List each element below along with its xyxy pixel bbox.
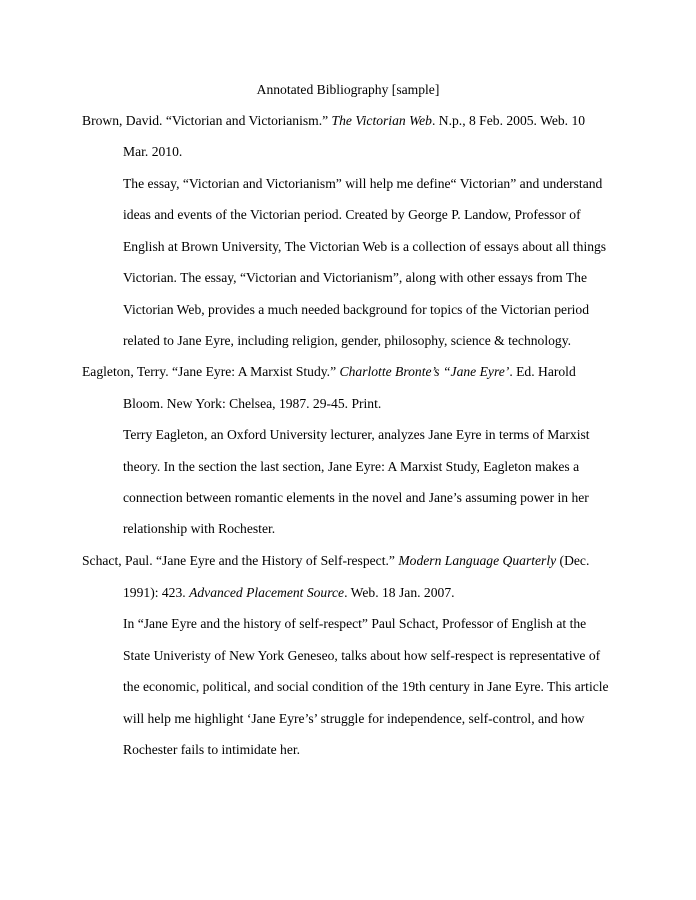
annotation-line: Victorian Web, provides a much needed background for topics of the Victorian period: [123, 302, 589, 317]
annotation-line: Victorian. The essay, “Victorian and Victorianism”, along with other essays from The: [123, 270, 588, 285]
citation-line: [82, 551, 589, 571]
citation-line: [123, 142, 182, 162]
citation-text: (Dec.: [556, 553, 590, 568]
citation-text: Eagleton, Terry. “Jane Eyre: A Marxist Study.”: [82, 364, 340, 379]
citation-text: Mar. 2010.: [123, 144, 183, 159]
citation-italic-title: Advanced Placement Source: [189, 585, 345, 600]
citation-text: . Web. 18 Jan. 2007.: [344, 585, 455, 600]
citation-text: Brown, David. “Victorian and Victorianism.”: [82, 113, 332, 128]
citation-line: [123, 583, 455, 603]
annotation-line: related to Jane Eyre, including religion, gender, philosophy, science & technology.: [123, 333, 572, 348]
citation-italic-title: Charlotte Bronte’s “Jane Eyre’: [339, 364, 510, 379]
annotation-line: The essay, “Victorian and Victorianism” will help me define“ Victorian” and understand: [123, 176, 603, 191]
document-title: Annotated Bibliography [sample]: [256, 82, 440, 97]
annotation-line: relationship with Rochester.: [123, 521, 276, 536]
annotation-line: will help me highlight ‘Jane Eyre’s’ struggle for independence, self-control, and how: [123, 711, 585, 726]
citation-text: . N.p., 8 Feb. 2005. Web. 10: [431, 113, 586, 128]
annotation-line: connection between romantic elements in the novel and Jane’s assuming power in her: [123, 490, 589, 505]
annotation-line: English at Brown University, The Victorian Web is a collection of essays about all things: [123, 239, 607, 254]
citation-text: Schact, Paul. “Jane Eyre and the History of Self-respect.”: [82, 553, 399, 568]
annotation-line: the economic, political, and social condition of the 19th century in Jane Eyre. This article: [123, 679, 609, 694]
annotation-line: Terry Eagleton, an Oxford University lecturer, analyzes Jane Eyre in terms of Marxist: [123, 427, 590, 442]
citation-text: . Ed. Harold: [509, 364, 576, 379]
annotation-line: State Univeristy of New York Geneseo, talks about how self-respect is representative of: [123, 648, 601, 663]
citation-line: [123, 394, 381, 414]
citation-line: [82, 362, 576, 382]
annotation-line: ideas and events of the Victorian period. Created by George P. Landow, Professor of: [123, 207, 581, 222]
citation-line: [82, 111, 585, 131]
citation-italic-title: The Victorian Web: [331, 113, 432, 128]
annotation-line: Rochester fails to intimidate her.: [123, 742, 301, 757]
citation-text: Bloom. New York: Chelsea, 1987. 29-45. Print.: [123, 396, 382, 411]
annotation-line: In “Jane Eyre and the history of self-respect” Paul Schact, Professor of English at the: [123, 616, 587, 631]
citation-text: 1991): 423.: [123, 585, 190, 600]
annotation-line: theory. In the section the last section, Jane Eyre: A Marxist Study, Eagleton makes a: [123, 459, 580, 474]
citation-italic-title: Modern Language Quarterly: [398, 553, 557, 568]
